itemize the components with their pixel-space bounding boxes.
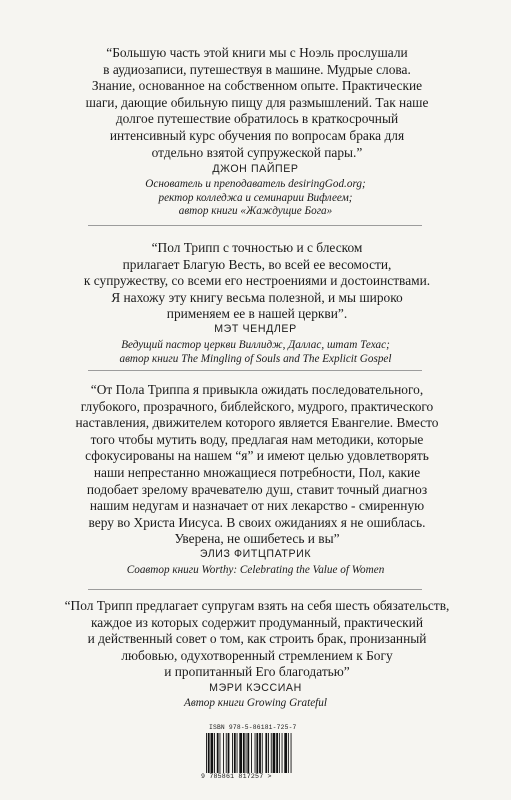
barcode-bar: [208, 733, 210, 773]
blurb-quote-chandler: “Пол Трипп с точностью и с блеском прилагает Благую Весть, во всей ее весомости, к супружеству, со всеми его нестроениями и достоинствами. Я нахожу эту книгу весьма полезной, и мы широко применяем ее в нашей церкви”.: [83, 240, 431, 322]
barcode-bar: [282, 733, 283, 773]
blurb-quote-kassian: “Пол Трипп предлагает супругам взять на себя шесть обязательств, каждое из которых содержит продуманный, практический и действенный совет о том, как строить брак, пронизанный любовью, одухотворенный стремлением к Богу и пропитанный Его благодатью”: [64, 598, 450, 680]
barcode-bar: [259, 733, 261, 773]
isbn-label: ISBN 978-5-86181-725-7: [209, 724, 297, 731]
blurb-credentials-kassian: Автор книги Growing Grateful: [184, 697, 327, 709]
blurb-author-chandler: МЭТ ЧЕНДЛЕР: [214, 323, 297, 335]
barcode-bar: [251, 733, 252, 773]
barcode-bar: [237, 733, 238, 773]
barcode-bar: [217, 733, 219, 773]
barcode-bar: [247, 733, 249, 773]
blurb-quote-piper: “Большую часть этой книги мы с Ноэль прослушали в аудиозаписи, путешествуя в машине. Мудрые слова. Знание, основанное на собственном опыте. Практические шаги, дающие обильную пищу для размышлений. Так наше долгое путешествие обратилось в краткосрочный интенсивный курс обучения по вопросам брака для отдельно взятой супружеской пары.”: [85, 45, 429, 160]
barcode-bar: [256, 733, 258, 773]
barcode-bar: [255, 733, 256, 773]
blurb-credentials-chandler: Ведущий пастор церкви Виллидж, Даллас, штат Техас; автор книги The Mingling of Souls and The Explicit Gospel: [119, 339, 392, 365]
barcode-bar: [243, 733, 245, 773]
blurb-author-kassian: МЭРИ КЭССИАН: [209, 682, 302, 694]
barcode-bar: [246, 733, 247, 773]
barcode-bar: [279, 733, 280, 773]
barcode-bar: [273, 733, 276, 773]
barcode-bar: [284, 733, 287, 773]
barcode-bar: [262, 733, 263, 773]
barcode-bar: [291, 733, 292, 773]
barcode-bar: [268, 733, 269, 773]
divider: [88, 225, 422, 226]
barcode-bar: [232, 733, 233, 773]
barcode-bar: [220, 733, 221, 773]
barcode-bar: [214, 733, 215, 773]
barcode-bar: [265, 733, 267, 773]
divider: [88, 370, 422, 371]
blurb-credentials-fitzpatrick: Соавтор книги Worthy: Celebrating the Value of Women: [126, 564, 385, 576]
barcode-bar: [206, 733, 207, 773]
divider: [88, 589, 422, 590]
barcode-bar: [276, 733, 278, 773]
barcode-bar: [223, 733, 224, 773]
barcode-digits: 9 785861 817257 >: [201, 773, 272, 780]
barcode-bar: [239, 733, 242, 773]
blurb-author-piper: ДЖОН ПАЙПЕР: [212, 163, 299, 175]
blurb-author-fitzpatrick: ЭЛИЗ ФИТЦПАТРИК: [199, 548, 312, 560]
barcode-bar: [234, 733, 236, 773]
barcode-bar: [228, 733, 230, 773]
barcode-bar: [211, 733, 214, 773]
barcode-bar: [226, 733, 227, 773]
blurb-credentials-piper: Основатель и преподаватель desiringGod.org; ректор колледжа и семинарии Вифлеем; автор книги «Жаждущие Бога»: [145, 178, 366, 218]
blurb-quote-fitzpatrick: “От Пола Триппа я привыкла ожидать последовательного, глубокого, прозрачного, библейского, мудрого, практического наставления, движителем которого является Евангелие. Вместо того чтобы мутить воду, предлагая нам методики, которые сфокусированы на нашем “я” и имеют целью удовлетворять наши непрестанно множащиеся потребности, Пол, какие подобает зрелому врачевателю душ, ставит точный диагноз нашим недугам и назначает от них лекарство - смиренную веру во Христа Иисуса. В своих ожиданиях я не ошиблась. Уверена, не ошибетесь и вы”: [75, 382, 439, 547]
barcode-bar: [288, 733, 289, 773]
barcode-bar: [271, 733, 272, 773]
barcode-icon: [205, 733, 313, 773]
